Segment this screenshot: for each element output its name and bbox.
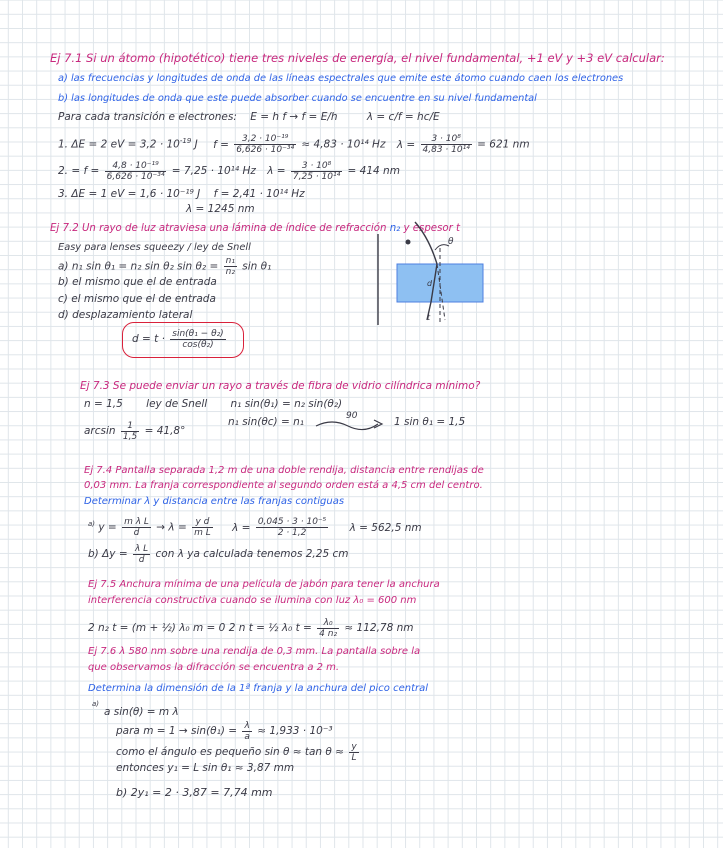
exercise-7-3-line-1 (84, 398, 342, 411)
line-2-label: 2. = f = (58, 165, 100, 177)
numerator: λ L (134, 543, 149, 554)
single-slit-equation: a sin(θ) = m λ (104, 706, 179, 718)
frequency-fraction (234, 134, 296, 155)
numerator: 3 · 10⁸ (291, 161, 342, 172)
denominator: cos(θ₂) (182, 339, 214, 350)
exercise-7-5-solution (88, 616, 414, 640)
energy-frequency-equation: E = h f → f = E/h (250, 111, 338, 123)
exercise-7-1-wavelength-3: λ = 1245 nm (186, 203, 255, 215)
exercise-7-4-part-a (88, 510, 422, 542)
intro-text: Para cada transición e electrones: (58, 111, 237, 123)
exercise-7-3-critical-equation: n₁ sin(θc) = n₁ (228, 416, 304, 428)
denominator: d (138, 554, 145, 565)
denominator: m L (194, 528, 211, 538)
denominator: 4,83 · 10¹⁴ (422, 145, 470, 155)
snell-law-label: ley de Snell (146, 398, 208, 410)
denominator: 6,626 · 10⁻³⁴ (106, 171, 165, 182)
numeric-fraction (256, 517, 328, 538)
arcsin-label: arcsin (84, 425, 116, 437)
exercise-7-6-line-3: entonces y₁ = L sin θ₁ ≈ 3,87 mm (116, 762, 295, 774)
denominator: 7,25 · 10¹⁴ (292, 171, 341, 182)
formula-left: d = t · (132, 333, 165, 345)
critical-angle: = 41,8° (144, 425, 186, 437)
exercise-7-5-title: Ej 7.5 Anchura mínima de una película de jabón para tener la anchura (88, 579, 440, 590)
numerator: n₁ (225, 256, 235, 266)
exercise-7-6-part-b: b) 2y₁ = 2 · 3,87 = 7,74 mm (116, 786, 273, 799)
exercise-7-2-part-a (58, 256, 271, 277)
tilde-arrow (312, 408, 392, 436)
energy-difference-3: 3. ΔE = 1 eV = 1,6 · 10⁻¹⁹ J (58, 188, 201, 200)
exercise-7-4-title: Ej 7.4 Pantalla separada 1,2 m de una doble rendija, distancia entre rendijas de (84, 465, 484, 476)
small-angle-text: como el ángulo es pequeño sin θ ≈ tan θ ≈ (116, 746, 344, 758)
wave-arrow-path (316, 422, 378, 430)
denominator: 6,626 · 10⁻³⁴ (236, 145, 295, 155)
exercise-7-1-line-2 (58, 160, 400, 182)
exercise-7-3-result-equation: 1 sin θ₁ = 1,5 (394, 416, 466, 428)
displacement-label: d (427, 279, 433, 288)
thickness-result: ≈ 112,78 nm (344, 622, 414, 634)
part-label: a) (88, 520, 96, 528)
exercise-7-1-intro (58, 111, 440, 124)
part-label: a) (92, 700, 100, 708)
sine-result: ≈ 1,933 · 10⁻³ (257, 725, 333, 737)
fringe-equation-left: y = (98, 521, 117, 534)
lambda-label: λ = (232, 521, 251, 534)
exercise-7-3-title: Ej 7.3 Se puede enviar un rayo a través de fibra de vidrio cilíndrica mínimo? (80, 380, 481, 392)
denominator: n₂ (225, 267, 235, 277)
refraction-index-value: n = 1,5 (84, 398, 123, 410)
exercise-7-6-question: Determina la dimensión de la 1ª franja y la anchura del pico central (88, 683, 429, 694)
fringe-fraction (122, 517, 151, 538)
refraction-diagram (345, 220, 485, 330)
numerator: m λ L (124, 517, 149, 527)
numerator: 3,2 · 10⁻¹⁹ (234, 134, 296, 145)
spacing-label: b) Δy = (88, 548, 128, 560)
frequency-fraction (105, 161, 167, 182)
exercise-7-6-line-2 (116, 740, 361, 764)
formula-fraction (170, 329, 225, 350)
title-text: Ej 7.2 Un rayo de luz atraviesa una lámina de índice de refracción (50, 223, 387, 234)
numerator: 4,8 · 10⁻¹⁹ (105, 161, 167, 172)
exercise-7-3-line-2 (84, 418, 185, 444)
lateral-displacement-formula (132, 325, 228, 353)
numerator: λ (242, 721, 252, 732)
wavelength-fraction (421, 134, 472, 155)
theta-label: θ (448, 237, 454, 247)
frequency-label: f = (213, 138, 229, 151)
wavelength-equation: λ = c/f = hc/E (366, 111, 440, 123)
thickness-fraction (317, 618, 339, 639)
thin-film-equation: 2 n₂ t = (m + ½) λ₀ m = 0 2 n t = ½ λ₀ t = (88, 622, 312, 634)
exercise-7-1-line-3 (58, 188, 305, 201)
exercise-7-6-part-a-label (92, 698, 99, 715)
spacing-fraction (133, 544, 150, 565)
snell-law-label: Easy para lenses squeezy / ley de Snell (58, 242, 251, 253)
numerator: y (351, 741, 357, 752)
denominator: 4 n₂ (319, 628, 338, 639)
frequency-result: = 7,25 · 10¹⁴ Hz (171, 165, 256, 177)
frequency-result: ≈ 4,83 · 10¹⁴ Hz (301, 138, 386, 151)
exercise-7-2-part-b: b) el mismo que el de entrada (58, 276, 217, 288)
title-end: y espesor t (403, 223, 461, 234)
wavelength-result: = 414 nm (347, 165, 400, 177)
denominator: a (244, 731, 250, 742)
thickness-label: t (427, 313, 431, 322)
snell-equation: n₁ sin(θ₁) = n₂ sin(θ₂) (230, 398, 343, 410)
exercise-7-5-title-2: interferencia constructiva cuando se ilumina con luz λ₀ = 600 nm (88, 595, 417, 606)
sine-label: para m = 1 → sin(θ₁) = (116, 725, 238, 737)
wavelength-label: λ = (267, 165, 286, 177)
snell-equation-end: sin θ₁ (242, 260, 272, 273)
exercise-7-2-part-c: c) el mismo que el de entrada (58, 293, 216, 305)
refraction-index: n₂ (389, 223, 401, 234)
exercise-7-1-line-1 (58, 130, 530, 156)
index-ratio (224, 256, 237, 277)
numerator: 1 (121, 421, 139, 432)
wavelength-label: λ = (396, 138, 416, 151)
sine-fraction (242, 721, 252, 742)
frequency-result: f = 2,41 · 10¹⁴ Hz (213, 188, 305, 200)
denominator: d (133, 528, 140, 538)
small-angle-fraction (349, 742, 358, 763)
arcsin-fraction (121, 421, 139, 442)
exercise-7-4-title-2: 0,03 mm. La franja correspondiente al segundo orden está a 4,5 cm del centro. (84, 480, 483, 491)
exercise-7-2-part-d: d) desplazamiento lateral (58, 309, 193, 321)
wavelength-fraction (291, 161, 342, 182)
wavelength-result: = 621 nm (477, 138, 530, 151)
numerator: λ₀ (317, 618, 339, 629)
denominator: 1,5 (122, 431, 138, 442)
exercise-7-1-title: Ej 7.1 Si un átomo (hipotético) tiene tres niveles de energía, el nivel fundamental, +1 eV y +3 eV calcular: (50, 51, 665, 65)
energy-difference-1: 1. ΔE = 2 eV = 3,2 · 10 (58, 138, 180, 151)
exercise-7-4-question: Determinar λ y distancia entre las franjas contiguas (84, 496, 345, 507)
angle-arc (435, 245, 449, 250)
numerator: y d (192, 517, 213, 528)
snell-equation: a) n₁ sin θ₁ = n₂ sin θ₂ sin θ₂ = (58, 260, 219, 273)
exercise-7-4-part-b (88, 542, 348, 566)
denominator: 2 · 1,2 (277, 528, 307, 538)
denominator: L (351, 752, 357, 763)
incident-ray (415, 222, 437, 264)
lambda-fraction (192, 517, 213, 538)
numerator: sin(θ₁ − θ₂) (172, 328, 224, 339)
solve-arrow: → λ = (156, 521, 187, 534)
spacing-result: con λ ya calculada tenemos 2,25 cm (155, 548, 349, 560)
arrow-label: 90 (346, 411, 358, 421)
exercise-7-1-part-b: b) las longitudes de onda que este puede absorber cuando se encuentre en su nivel fundamental (58, 93, 537, 104)
exponent: -19 (179, 137, 192, 145)
unit: J (194, 138, 198, 151)
light-source-dot (406, 240, 411, 245)
numerator: 3 · 10⁸ (421, 134, 472, 145)
exercise-7-6-title-2: que observamos la difracción se encuentra a 2 m. (88, 662, 340, 673)
exercise-7-6-title: Ej 7.6 λ 580 nm sobre una rendija de 0,3 mm. La pantalla sobre la (88, 646, 421, 657)
numerator: 0,045 · 3 · 10⁻⁵ (257, 517, 327, 527)
lambda-result: λ = 562,5 nm (349, 521, 422, 534)
exercise-7-1-part-a: a) las frecuencias y longitudes de onda de las líneas espectrales que emite este átomo cuando caen los electrones (58, 73, 624, 84)
